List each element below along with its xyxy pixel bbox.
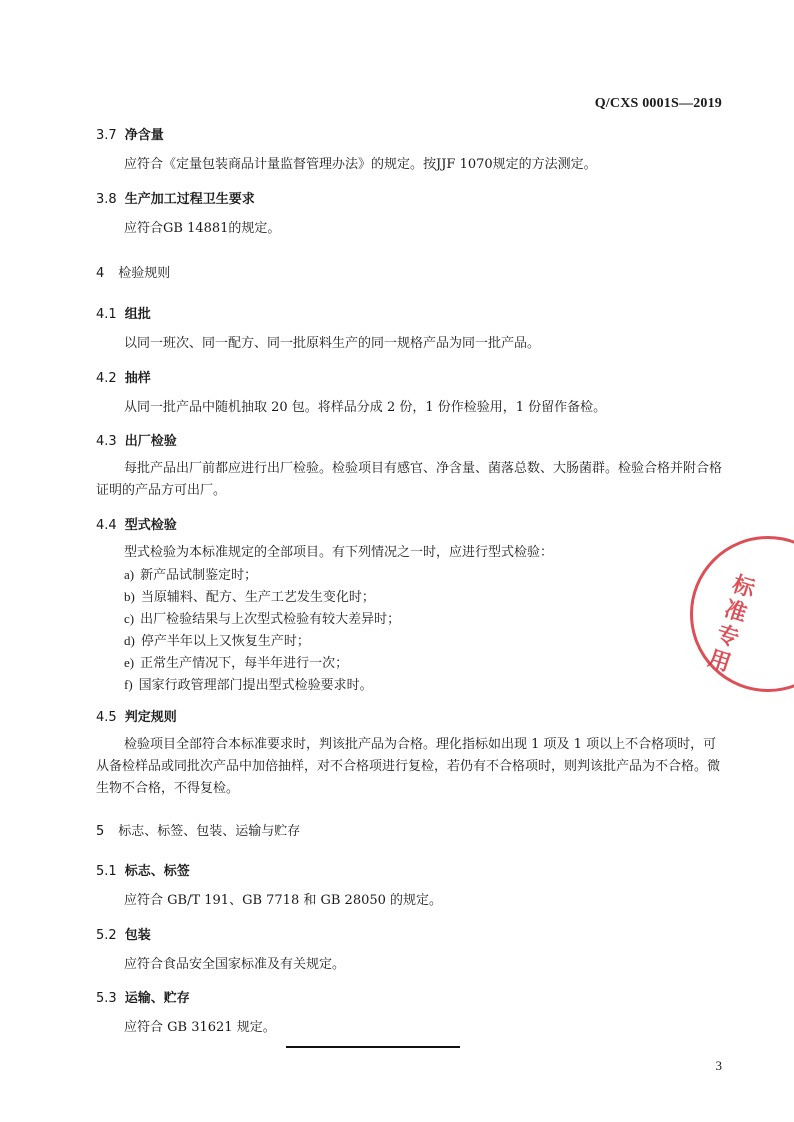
section-title: 判定规则 (124, 710, 177, 725)
section-title: 抽样 (124, 371, 151, 386)
section-number: 3.8 (96, 192, 117, 207)
list-text: 出厂检验结果与上次型式检验有较大差异时； (140, 612, 401, 627)
section-body: 应符合《定量包装商品计量监督管理办法》的规定。按JJF 1070规定的方法测定。 (124, 157, 597, 172)
section-heading-4-4 (96, 514, 177, 533)
section-intro: 型式检验为本标准规定的全部项目。有下列情况之一时，应进行型式检验： (124, 545, 554, 560)
section-number: 5.1 (96, 864, 117, 879)
list-item (124, 652, 348, 671)
list-item (124, 586, 375, 605)
stamp-text: 标准专用 (701, 570, 758, 678)
section-heading-4-3 (96, 430, 177, 449)
section-heading-5-2 (96, 924, 151, 943)
section-title: 运输、贮存 (124, 991, 190, 1006)
section-body: 应符合 GB 31621 规定。 (124, 1020, 276, 1035)
section-number: 5.2 (96, 928, 117, 943)
section-number: 4.4 (96, 518, 117, 533)
section-heading-4-2 (96, 367, 151, 386)
section-number: 4.3 (96, 434, 117, 449)
chapter-heading-5 (96, 820, 300, 839)
section-number: 5.3 (96, 991, 117, 1006)
chapter-heading-4 (96, 262, 170, 281)
section-heading-4-5 (96, 706, 177, 725)
section-number: 4.1 (96, 307, 117, 322)
section-heading-3-8 (96, 188, 255, 207)
list-marker: c) (124, 611, 135, 626)
section-title: 净含量 (124, 128, 164, 143)
list-marker: b) (124, 589, 135, 604)
section-title: 出厂检验 (124, 434, 177, 449)
section-number: 3.7 (96, 128, 117, 143)
section-body: 每批产品出厂前都应进行出厂检验。检验项目有感官、净含量、菌落总数、大肠菌群。检验合格并附合格证明的产品方可出厂。 (96, 461, 723, 498)
list-marker: f) (124, 677, 133, 692)
chapter-title: 标志、标签、包装、运输与贮存 (118, 824, 301, 839)
list-marker: e) (124, 655, 135, 670)
section-body: 从同一批产品中随机抽取 20 包。将样品分成 2 份，1 份作检验用，1 份留作备检。 (124, 400, 607, 415)
document-code: Q/CXS 0001S—2019 (594, 96, 722, 111)
list-marker: a) (124, 567, 135, 582)
section-title: 型式检验 (124, 518, 177, 533)
list-text: 新产品试制鉴定时； (140, 568, 258, 583)
section-number: 4.2 (96, 371, 117, 386)
list-text: 正常生产情况下，每半年进行一次； (140, 656, 349, 671)
list-item (124, 630, 310, 649)
section-title: 组批 (124, 307, 151, 322)
section-body: 应符合食品安全国家标准及有关规定。 (124, 957, 346, 972)
chapter-number: 5 (96, 824, 105, 839)
list-marker: d) (124, 633, 135, 648)
section-body: 应符合 GB/T 191、GB 7718 和 GB 28050 的规定。 (124, 893, 443, 908)
section-heading-4-1 (96, 303, 151, 322)
section-title: 生产加工过程卫生要求 (124, 192, 255, 207)
section-heading-3-7 (96, 124, 164, 143)
section-heading-5-1 (96, 860, 190, 879)
chapter-number: 4 (96, 266, 105, 281)
section-body: 以同一班次、同一配方、同一批原料生产的同一规格产品为同一批产品。 (124, 336, 541, 351)
section-body: 检验项目全部符合本标准要求时，判该批产品为合格。理化指标如出现 1 项及 1 项以上不合格项时，可从备检样品或同批次产品中加倍抽样，对不合格项进行复检，若仍有不合格项时，则判该批产品为不合格。微生物不合格，不得复检。 (96, 737, 721, 796)
list-text: 当原辅料、配方、生产工艺发生变化时； (140, 590, 375, 605)
section-body: 应符合GB 14881的规定。 (124, 221, 281, 236)
list-item (124, 564, 257, 583)
list-item (124, 674, 373, 693)
list-text: 停产半年以上又恢复生产时； (140, 634, 310, 649)
chapter-title: 检验规则 (118, 266, 171, 281)
section-number: 4.5 (96, 710, 117, 725)
end-rule (286, 1046, 460, 1048)
section-title: 包装 (124, 928, 151, 943)
list-text: 国家行政管理部门提出型式检验要求时。 (138, 678, 373, 693)
list-item (124, 608, 400, 627)
section-heading-5-3 (96, 987, 190, 1006)
page-number: 3 (715, 1058, 722, 1073)
section-title: 标志、标签 (124, 864, 190, 879)
